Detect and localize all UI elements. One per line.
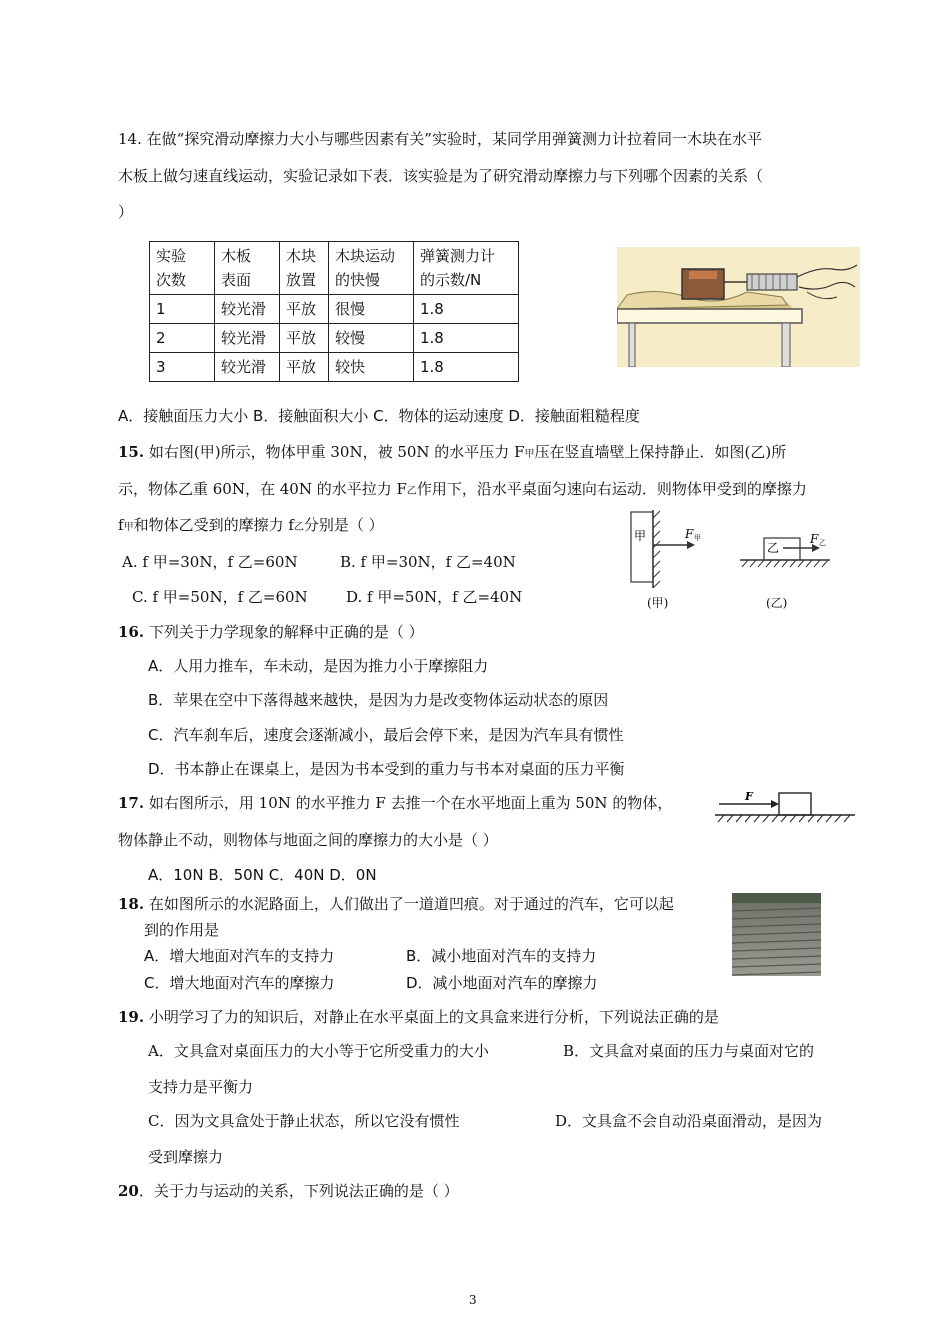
table-header-row: [150, 242, 519, 295]
table-cell: 很慢: [329, 295, 414, 324]
q14-options: A．接触面压力大小 B．接触面积大小 C．物体的运动速度 D．接触面粗糙程度: [118, 407, 640, 425]
q19-option-c: C．因为文具盒处于静止状态，所以它没有惯性: [148, 1112, 460, 1130]
table-cell: 1: [150, 295, 215, 324]
figure-jia-force-sub: 甲: [694, 534, 701, 542]
experiment-photo: [617, 247, 860, 367]
table-cell: 较慢: [329, 324, 414, 353]
table-cell: 平放: [280, 324, 329, 353]
figure-q17-force: F: [745, 790, 753, 803]
q17-options: A．10N B．50N C．40N D．0N: [148, 866, 377, 884]
figure-jia: [627, 510, 717, 590]
q18-option-a: A．增大地面对汽车的支持力: [144, 947, 335, 965]
q15-number: 15.: [118, 443, 145, 461]
table-header-cell: 木块 放置: [280, 242, 329, 295]
q14-line-3: ）: [118, 203, 134, 221]
q19-stem: 19. 小明学习了力的知识后，对静止在水平桌面上的文具盒来进行分析，下列说法正确的是: [118, 1008, 719, 1026]
table-cell: 较光滑: [215, 353, 280, 382]
figure-jia-caption: (甲): [647, 596, 669, 610]
table-header-cell: 木块运动 的快慢: [329, 242, 414, 295]
q15-option-d: D. f 甲=50N，f 乙=40N: [346, 588, 523, 606]
q16-option-d: D．书本静止在课桌上，是因为书本受到的重力与书本对桌面的压力平衡: [148, 760, 625, 778]
table-header-cell: 木板 表面: [215, 242, 280, 295]
figure-yi-caption: (乙): [766, 596, 788, 610]
q18-option-d: D．减小地面对汽车的摩擦力: [406, 974, 598, 992]
table-row: [150, 324, 519, 353]
table-cell: 较光滑: [215, 295, 280, 324]
table-header-cell: 实验 次数: [150, 242, 215, 295]
table-cell: 较光滑: [215, 324, 280, 353]
table-header-cell: 弹簧测力计 的示数/N: [414, 242, 519, 295]
q19-option-a: A．文具盒对桌面压力的大小等于它所受重力的大小: [148, 1042, 489, 1060]
table-row: [150, 353, 519, 382]
q19-option-b: B．文具盒对桌面的压力与桌面对它的: [563, 1042, 815, 1060]
q15-option-c: C. f 甲=50N，f 乙=60N: [132, 588, 308, 606]
table-cell: 平放: [280, 353, 329, 382]
figure-yi: [738, 532, 833, 574]
page-number: 3: [469, 1293, 477, 1307]
q17-number: 17.: [118, 794, 145, 812]
table-row: [150, 295, 519, 324]
q14-line-2: 木板上做匀速直线运动，实验记录如下表．该实验是为了研究滑动摩擦力与下列哪个因素的关系（: [118, 167, 764, 185]
q19-option-d: D．文具盒不会自动沿桌面滑动，是因为: [555, 1112, 823, 1130]
q18-line-2: 到的作用是: [144, 921, 220, 939]
experiment-table: [149, 241, 519, 382]
q20-number: 20: [118, 1182, 139, 1200]
figure-jia-label: 甲: [634, 529, 647, 543]
table-cell: 平放: [280, 295, 329, 324]
figure-jia-force: F: [685, 527, 694, 541]
q14-line-1: 14. 在做“探究滑动摩擦力大小与哪些因素有关”实验时，某同学用弹簧测力计拉着同一木块在水平: [118, 130, 762, 148]
table-cell: 1.8: [414, 324, 519, 353]
q18-line-1: 18. 在如图所示的水泥路面上，人们做出了一道道凹痕。对于通过的汽车，它可以起: [118, 895, 674, 913]
table-cell: 1.8: [414, 295, 519, 324]
q19-option-b-cont: 支持力是平衡力: [148, 1078, 254, 1096]
figure-yi-label: 乙: [767, 541, 780, 555]
q15-option-a: A. f 甲=30N，f 乙=60N: [122, 553, 298, 571]
q17-line-2: 物体静止不动，则物体与地面之间的摩擦力的大小是（ ）: [118, 831, 498, 849]
q18-number: 18.: [118, 895, 145, 913]
q15-line-1: 15. 如右图(甲)所示，物体甲重 30N，被 50N 的水平压力 F甲压在竖直墙壁上保持静止．如图(乙)所: [118, 443, 787, 461]
q16-number: 16.: [118, 623, 145, 641]
q20-stem: 20．关于力与运动的关系，下列说法正确的是（ ）: [118, 1182, 459, 1200]
figure-yi-force: F: [810, 532, 819, 546]
figure-q17: [715, 788, 857, 828]
table-cell: 2: [150, 324, 215, 353]
table-cell: 1.8: [414, 353, 519, 382]
q19-option-d-cont: 受到摩擦力: [148, 1148, 224, 1166]
q16-option-c: C．汽车刹车后，速度会逐渐减小，最后会停下来，是因为汽车具有惯性: [148, 726, 624, 744]
table-cell: 较快: [329, 353, 414, 382]
road-photo: [732, 893, 821, 976]
q16-stem: 16. 下列关于力学现象的解释中正确的是（ ）: [118, 623, 424, 641]
q17-line-1: 17. 如右图所示，用 10N 的水平推力 F 去推一个在水平地面上重为 50N 的物体，: [118, 794, 673, 812]
q16-option-a: A．人用力推车，车未动，是因为推力小于摩擦阻力: [148, 657, 489, 675]
q16-option-b: B．苹果在空中下落得越来越快，是因为力是改变物体运动状态的原因: [148, 691, 609, 709]
q15-option-b: B. f 甲=30N，f 乙=40N: [340, 553, 516, 571]
q19-number: 19.: [118, 1008, 145, 1026]
figure-yi-force-sub: 乙: [819, 539, 826, 547]
table-cell: 3: [150, 353, 215, 382]
q18-option-c: C．增大地面对汽车的摩擦力: [144, 974, 335, 992]
q15-line-2: 示，物体乙重 60N，在 40N 的水平拉力 F乙作用下，沿水平桌面匀速向右运动．则物体甲受到的摩擦力: [118, 480, 807, 498]
q18-option-b: B．减小地面对汽车的支持力: [406, 947, 597, 965]
q15-line-3: f甲和物体乙受到的摩擦力 f乙分别是（ ）: [118, 516, 384, 534]
